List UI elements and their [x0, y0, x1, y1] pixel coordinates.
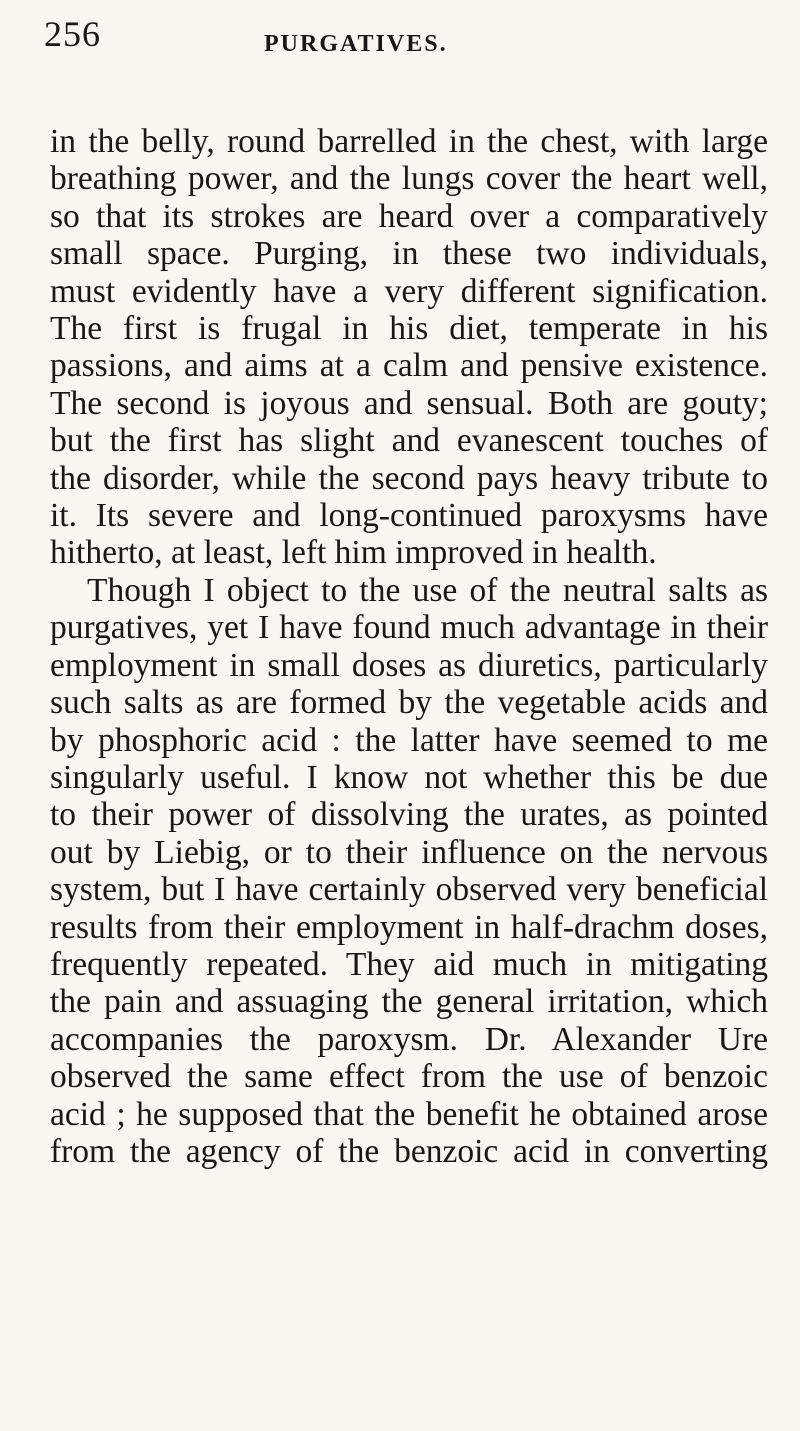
page-number: 256	[44, 14, 101, 54]
text-line: to their power of dissolving the urates, as pointed	[50, 796, 768, 834]
text-line: the pain and assuaging the general irritation, which	[50, 983, 768, 1021]
text-line: the disorder, while the second pays heavy tribute to	[50, 459, 768, 497]
text-line: but the first has slight and evanescent touches of	[50, 422, 768, 460]
text-line: accompanies the paroxysm. Dr. Alexander Ure	[50, 1020, 768, 1058]
running-head	[44, 8, 784, 60]
text-line: results from their employment in half-drachm doses,	[50, 908, 768, 946]
text-line: out by Liebig, or to their influence on the nervous	[50, 833, 768, 871]
running-title: PURGATIVES.	[264, 31, 448, 57]
text-line: from the agency of the benzoic acid in converting	[50, 1132, 768, 1170]
text-line: breathing power, and the lungs cover the heart well,	[50, 160, 768, 198]
text-line: by phosphoric acid : the latter have seemed to me	[50, 721, 768, 759]
text-line: The first is frugal in his diet, temperate in his	[50, 310, 768, 348]
text-line: acid ; he supposed that the benefit he obtained arose	[50, 1095, 768, 1133]
text-line: singularly useful. I know not whether this be due	[50, 758, 768, 796]
text-line: so that its strokes are heard over a comparatively	[50, 197, 768, 235]
text-line: such salts as are formed by the vegetable acids and	[50, 684, 768, 722]
text-line: system, but I have certainly observed very beneficial	[50, 871, 768, 909]
text-line: frequently repeated. They aid much in mitigating	[50, 945, 768, 983]
text-line: must evidently have a very different signification.	[50, 272, 768, 310]
text-line: in the belly, round barrelled in the chest, with large	[50, 123, 768, 160]
text-line: it. Its severe and long-continued paroxysms have	[50, 497, 768, 535]
text-line: hitherto, at least, left him improved in health.	[50, 534, 657, 572]
text-line: observed the same effect from the use of benzoic	[50, 1058, 768, 1096]
text-line: small space. Purging, in these two individuals,	[50, 235, 768, 273]
paragraph-1	[50, 123, 768, 572]
text-line: purgatives, yet I have found much advantage in their	[50, 609, 768, 647]
body-text	[50, 123, 768, 1170]
paragraph-2	[50, 572, 768, 1171]
text-line: employment in small doses as diuretics, particularly	[50, 646, 768, 684]
text-line: The second is joyous and sensual. Both are gouty;	[50, 384, 768, 422]
text-line: Though I object to the use of the neutral salts as	[87, 571, 768, 609]
text-line: passions, and aims at a calm and pensive existence.	[50, 347, 768, 385]
